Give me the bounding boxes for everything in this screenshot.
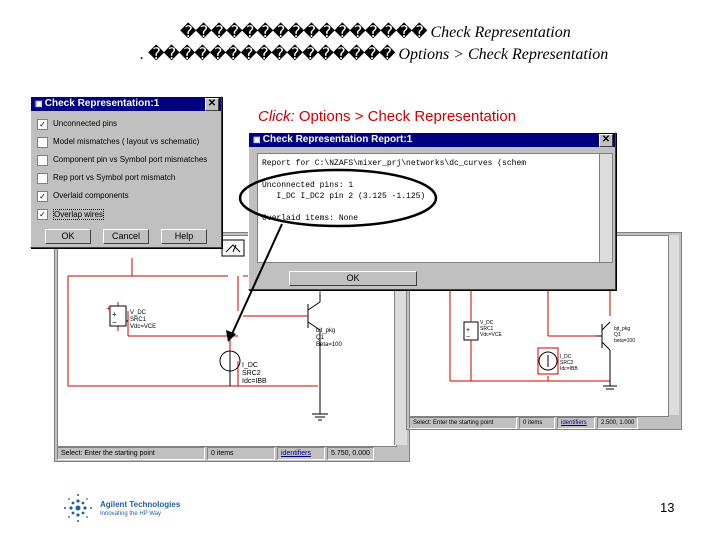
report-ok-button[interactable]: OK (289, 271, 417, 286)
checkbox-overlap-wires[interactable]: ✓ (37, 209, 48, 220)
agilent-spark-logo (60, 490, 96, 526)
company-name: Agilent Technologies (100, 500, 181, 509)
checkbox-rep-port-mismatch[interactable] (37, 173, 48, 184)
title-text: Check Representation (430, 24, 571, 41)
check-representation-dialog (30, 96, 222, 248)
option-label: Overlap wires (54, 210, 103, 219)
dialog-window-icon: ▣ (35, 99, 45, 108)
checkbox-model-mismatches[interactable] (37, 137, 48, 148)
checkbox-component-pin-mismatch[interactable] (37, 155, 48, 166)
report-line: Report for C:\NZAFS\mixer_prj\networks\dc_curves (schem (262, 159, 527, 168)
pointer-arrow (232, 224, 282, 334)
idc-label-left: I_DC SRC2 Idc=IBB (242, 362, 267, 385)
status-coords: 5.750, 0.000 (327, 447, 374, 460)
svg-text:−: − (112, 318, 117, 327)
cancel-button[interactable]: Cancel (103, 229, 149, 244)
click-label: Click: (258, 108, 295, 125)
checkbox-unconnected-pins[interactable]: ✓ (37, 119, 48, 130)
report-line: Unconnected pins: 1 (262, 181, 354, 190)
help-button[interactable]: Help (161, 229, 207, 244)
report-window-icon: ▣ (253, 135, 263, 144)
bjt-label-right: bjt_pkg Q1 beta=100 (614, 326, 635, 344)
page-number: 13 (660, 500, 675, 515)
highlight-ellipse (240, 170, 436, 226)
company-tagline: Innovating the HP Way (100, 511, 162, 517)
report-line: Overlaid items: None (262, 214, 359, 223)
status-prompt: Select: Enter the starting point (57, 447, 205, 460)
vdc-label-left: V_DC SRC1 Vdc=VCE (130, 310, 157, 330)
idc-label-right: I_DC SRC2 Idc=IBB (560, 354, 578, 372)
close-icon[interactable]: ✕ (599, 134, 613, 147)
svg-text:+: + (466, 327, 471, 334)
title-garbled-text: ���������������� (148, 46, 395, 63)
title-lead: . (140, 46, 144, 63)
status-identifiers-link[interactable]: identifiers (277, 447, 325, 460)
close-icon[interactable]: ✕ (205, 98, 219, 111)
status-count: 0 items (519, 417, 555, 429)
title-garbled-text: ���������������� (180, 24, 427, 41)
option-label: Rep port vs Symbol port mismatch (53, 173, 176, 182)
option-label: Model mismatches ( layout vs schematic) (53, 137, 200, 146)
svg-text:−: − (466, 334, 471, 341)
status-coords: 2.500, 1.000 (597, 417, 638, 429)
dialog-titlebar (31, 97, 221, 111)
svg-text:+: + (106, 304, 111, 313)
vdc-label-right: V_DC SRC1 Vdc=VCE (480, 320, 502, 338)
title-text: Options > Check Representation (398, 46, 609, 63)
checkbox-overlaid-components[interactable]: ✓ (37, 191, 48, 202)
arrowhead (226, 330, 236, 342)
option-label: Overlaid components (53, 191, 129, 200)
ok-button[interactable]: OK (45, 229, 91, 244)
status-identifiers-link[interactable]: identifiers (557, 417, 595, 429)
option-label: Unconnected pins (53, 119, 118, 128)
status-prompt: Select: Enter the starting point (409, 417, 517, 429)
bjt-label-left: bjt_pkg Q1 Beta=100 (316, 328, 342, 348)
dialog-title: Check Representation:1 (44, 98, 160, 109)
report-title: Check Representation Report:1 (262, 134, 413, 145)
option-label: Component pin vs Symbol port mismatches (53, 155, 208, 164)
status-count: 0 items (207, 447, 275, 460)
click-path: Options > Check Representation (298, 108, 517, 125)
spark-icon (60, 490, 96, 526)
report-line: I_DC I_DC2 pin 2 (3.125 -1.125) (262, 192, 426, 201)
svg-text:+: + (112, 310, 117, 319)
